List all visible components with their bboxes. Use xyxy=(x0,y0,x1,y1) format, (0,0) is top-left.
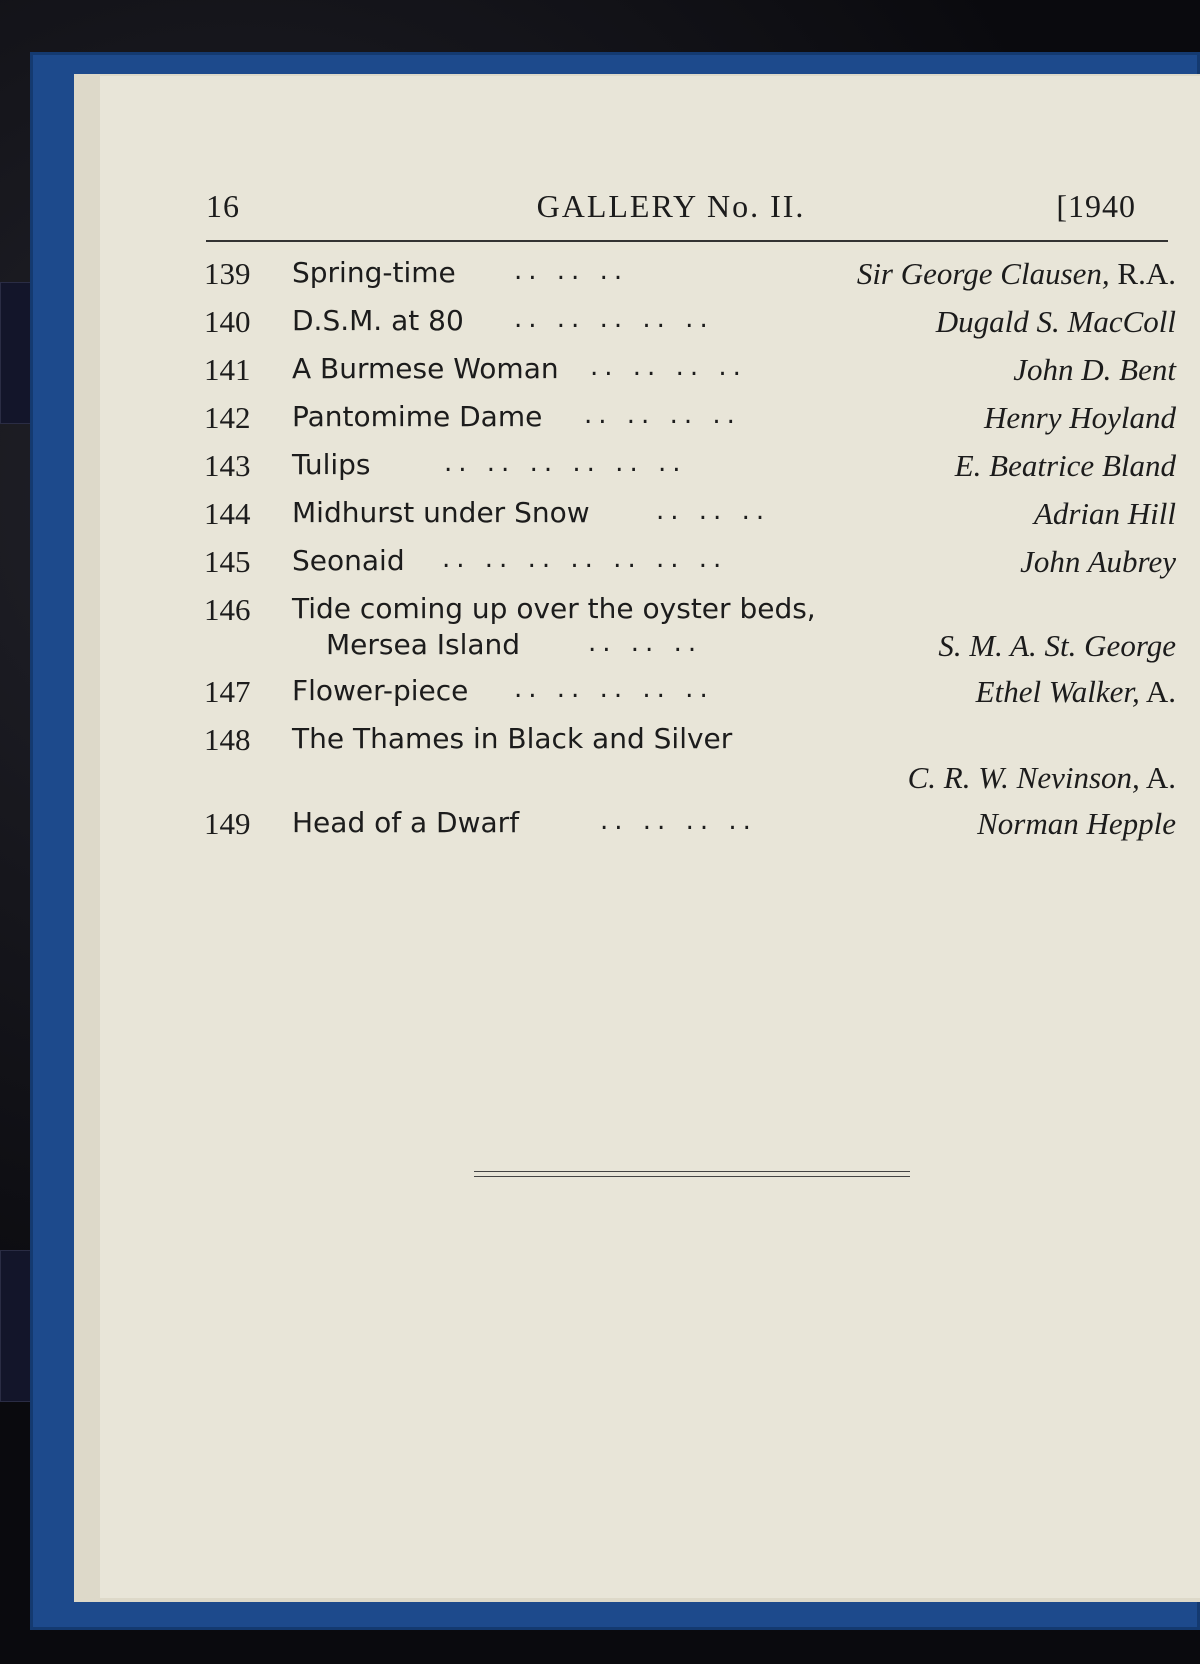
catalogue-page xyxy=(100,76,1200,1598)
entry-title: Tide coming up over the oyster beds, xyxy=(292,592,816,625)
catalogue-entry xyxy=(204,256,1176,300)
entry-title-continued: Mersea Island xyxy=(326,628,521,661)
entry-title: D.S.M. at 80 xyxy=(292,304,464,337)
entry-number: 139 xyxy=(204,256,251,291)
entry-number: 142 xyxy=(204,400,251,435)
page-number: 16 xyxy=(206,188,240,224)
entry-artist: E. Beatrice Bland xyxy=(954,448,1176,483)
header-rule xyxy=(206,240,1168,242)
end-double-rule xyxy=(474,1171,910,1177)
entry-artist: Henry Hoyland xyxy=(984,400,1176,435)
leader-dots: .. .. .. .. xyxy=(590,352,747,382)
year-marker: [1940 xyxy=(1056,188,1136,224)
entry-title: Seonaid xyxy=(292,544,405,577)
catalogue-entry xyxy=(204,352,1176,396)
entry-title: Pantomime Dame xyxy=(292,400,543,433)
entry-number: 144 xyxy=(204,496,251,531)
catalogue-entry xyxy=(204,448,1176,492)
entry-artist: S. M. A. St. George xyxy=(938,628,1176,663)
catalogue-entry xyxy=(204,722,1176,802)
entry-title: Midhurst under Snow xyxy=(292,496,590,529)
leader-dots: .. .. .. xyxy=(514,256,629,286)
entry-artist: John D. Bent xyxy=(1013,352,1176,387)
leader-dots: .. .. .. xyxy=(656,496,771,526)
entry-artist: C. R. W. Nevinson, A. xyxy=(907,760,1176,795)
page-header xyxy=(206,188,1136,228)
entry-artist: Sir George Clausen, R.A. xyxy=(856,256,1176,291)
entry-number: 148 xyxy=(204,722,251,757)
entry-number: 149 xyxy=(204,806,251,841)
entry-artist: Ethel Walker, A. xyxy=(975,674,1176,709)
entry-title: Head of a Dwarf xyxy=(292,806,520,839)
catalogue-entry xyxy=(204,674,1176,718)
entry-number: 146 xyxy=(204,592,251,627)
catalogue-entry xyxy=(204,304,1176,348)
page-title: GALLERY No. II. xyxy=(536,188,806,224)
entry-title: Tulips xyxy=(292,448,371,481)
leader-dots: .. .. .. .. xyxy=(584,400,741,430)
catalogue-entry xyxy=(204,592,1176,672)
entry-artist: John Aubrey xyxy=(1020,544,1176,579)
entry-artist: Norman Hepple xyxy=(977,806,1176,841)
leader-dots: .. .. .. .. .. .. .. xyxy=(442,544,728,574)
leader-dots: .. .. .. .. .. .. xyxy=(444,448,687,478)
catalogue-entry xyxy=(204,806,1176,850)
catalogue-entry xyxy=(204,544,1176,588)
leader-dots: .. .. .. xyxy=(588,628,703,658)
entry-title: A Burmese Woman xyxy=(292,352,559,385)
entry-artist: Adrian Hill xyxy=(1033,496,1176,531)
entry-number: 140 xyxy=(204,304,251,339)
catalogue-entry xyxy=(204,496,1176,540)
catalogue-entry xyxy=(204,400,1176,444)
entry-artist: Dugald S. MacColl xyxy=(935,304,1176,339)
entry-title: Spring-time xyxy=(292,256,456,289)
entry-title: The Thames in Black and Silver xyxy=(292,722,733,755)
entry-number: 141 xyxy=(204,352,251,387)
entry-number: 143 xyxy=(204,448,251,483)
leader-dots: .. .. .. .. .. xyxy=(514,304,714,334)
leader-dots: .. .. .. .. .. xyxy=(514,674,714,704)
entry-number: 147 xyxy=(204,674,251,709)
leader-dots: .. .. .. .. xyxy=(600,806,757,836)
entry-title: Flower-piece xyxy=(292,674,469,707)
entry-number: 145 xyxy=(204,544,251,579)
